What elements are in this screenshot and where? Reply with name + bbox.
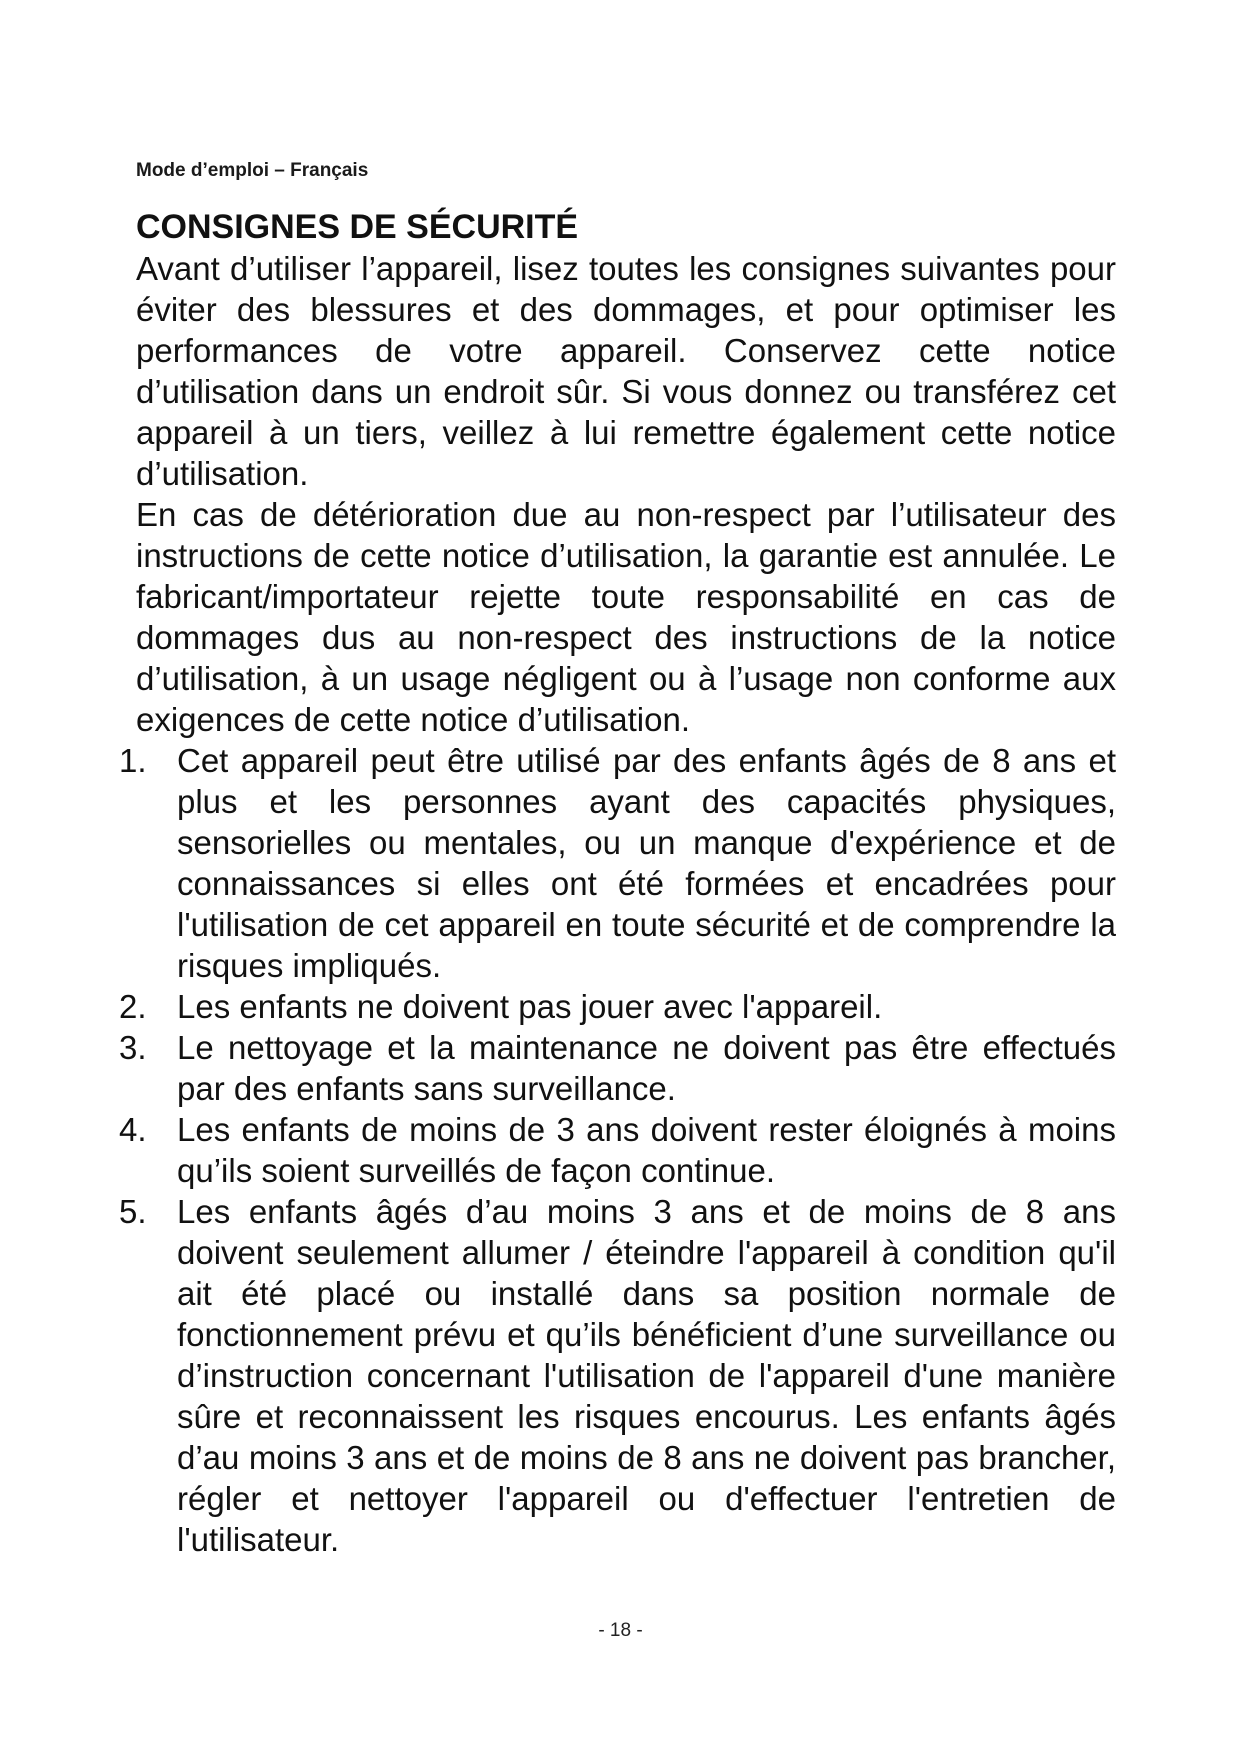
list-item-number: 3. bbox=[119, 1029, 147, 1066]
list-item bbox=[119, 1027, 1116, 1109]
safety-list bbox=[119, 740, 1116, 1560]
list-item-text: Les enfants ne doivent pas jouer avec l'appareil. bbox=[177, 988, 883, 1025]
list-item bbox=[119, 1191, 1116, 1560]
list-item-text: Le nettoyage et la maintenance ne doivent pas être effectués par des enfants sans surveillance. bbox=[177, 1029, 1116, 1107]
section-body bbox=[119, 248, 1116, 1560]
list-item-number: 5. bbox=[119, 1193, 147, 1230]
list-item-text: Les enfants de moins de 3 ans doivent rester éloignés à moins qu’ils soient surveillés de façon continue. bbox=[177, 1111, 1116, 1189]
list-item-number: 4. bbox=[119, 1111, 147, 1148]
list-item-number: 2. bbox=[119, 988, 147, 1025]
intro-paragraph: Avant d’utiliser l’appareil, lisez toutes les consignes suivantes pour éviter des blessures et des dommages, et pour optimiser les performances de votre appareil. Conservez cette notice d’utilisation dans un endroit sûr. Si vous donnez ou transférez cet appareil à un tiers, veillez à lui remettre également cette notice d’utilisation. bbox=[136, 250, 1116, 492]
list-item-text: Les enfants âgés d’au moins 3 ans et de moins de 8 ans doivent seulement allumer / éteindre l'appareil à condition qu'il ait été placé ou installé dans sa position normale de fonctionnement prévu et qu’ils bénéficient d’une surveillance ou d’instruction concernant l'utilisation de l'appareil d'une manière sûre et reconnaissent les risques encourus. Les enfants âgés d’au moins 3 ans et de moins de 8 ans ne doivent pas brancher, régler et nettoyer l'appareil ou d'effectuer l'entretien de l'utilisateur. bbox=[177, 1193, 1116, 1558]
list-item-number: 1. bbox=[119, 742, 147, 779]
warranty-paragraph: En cas de détérioration due au non-respect par l’utilisateur des instructions de cette notice d’utilisation, la garantie est annulée. Le fabricant/importateur rejette toute responsabilité en cas de dommages dus au non-respect des instructions de la notice d’utilisation, à un usage négligent ou à l’usage non conforme aux exigences de cette notice d’utilisation. bbox=[136, 496, 1116, 738]
section-title: CONSIGNES DE SÉCURITÉ bbox=[136, 208, 579, 246]
list-item bbox=[119, 986, 1116, 1027]
list-item-text: Cet appareil peut être utilisé par des enfants âgés de 8 ans et plus et les personnes ayant des capacités physiques, sensorielles ou mentales, ou un manque d'expérience et de connaissances si elles ont été formées et encadrées pour l'utilisation de cet appareil en toute sécurité et de comprendre la risques impliqués. bbox=[177, 742, 1116, 984]
list-item bbox=[119, 740, 1116, 986]
page-number: - 18 - bbox=[598, 1620, 643, 1641]
list-item bbox=[119, 1109, 1116, 1191]
header-label: Mode d’emploi – Français bbox=[136, 160, 369, 181]
